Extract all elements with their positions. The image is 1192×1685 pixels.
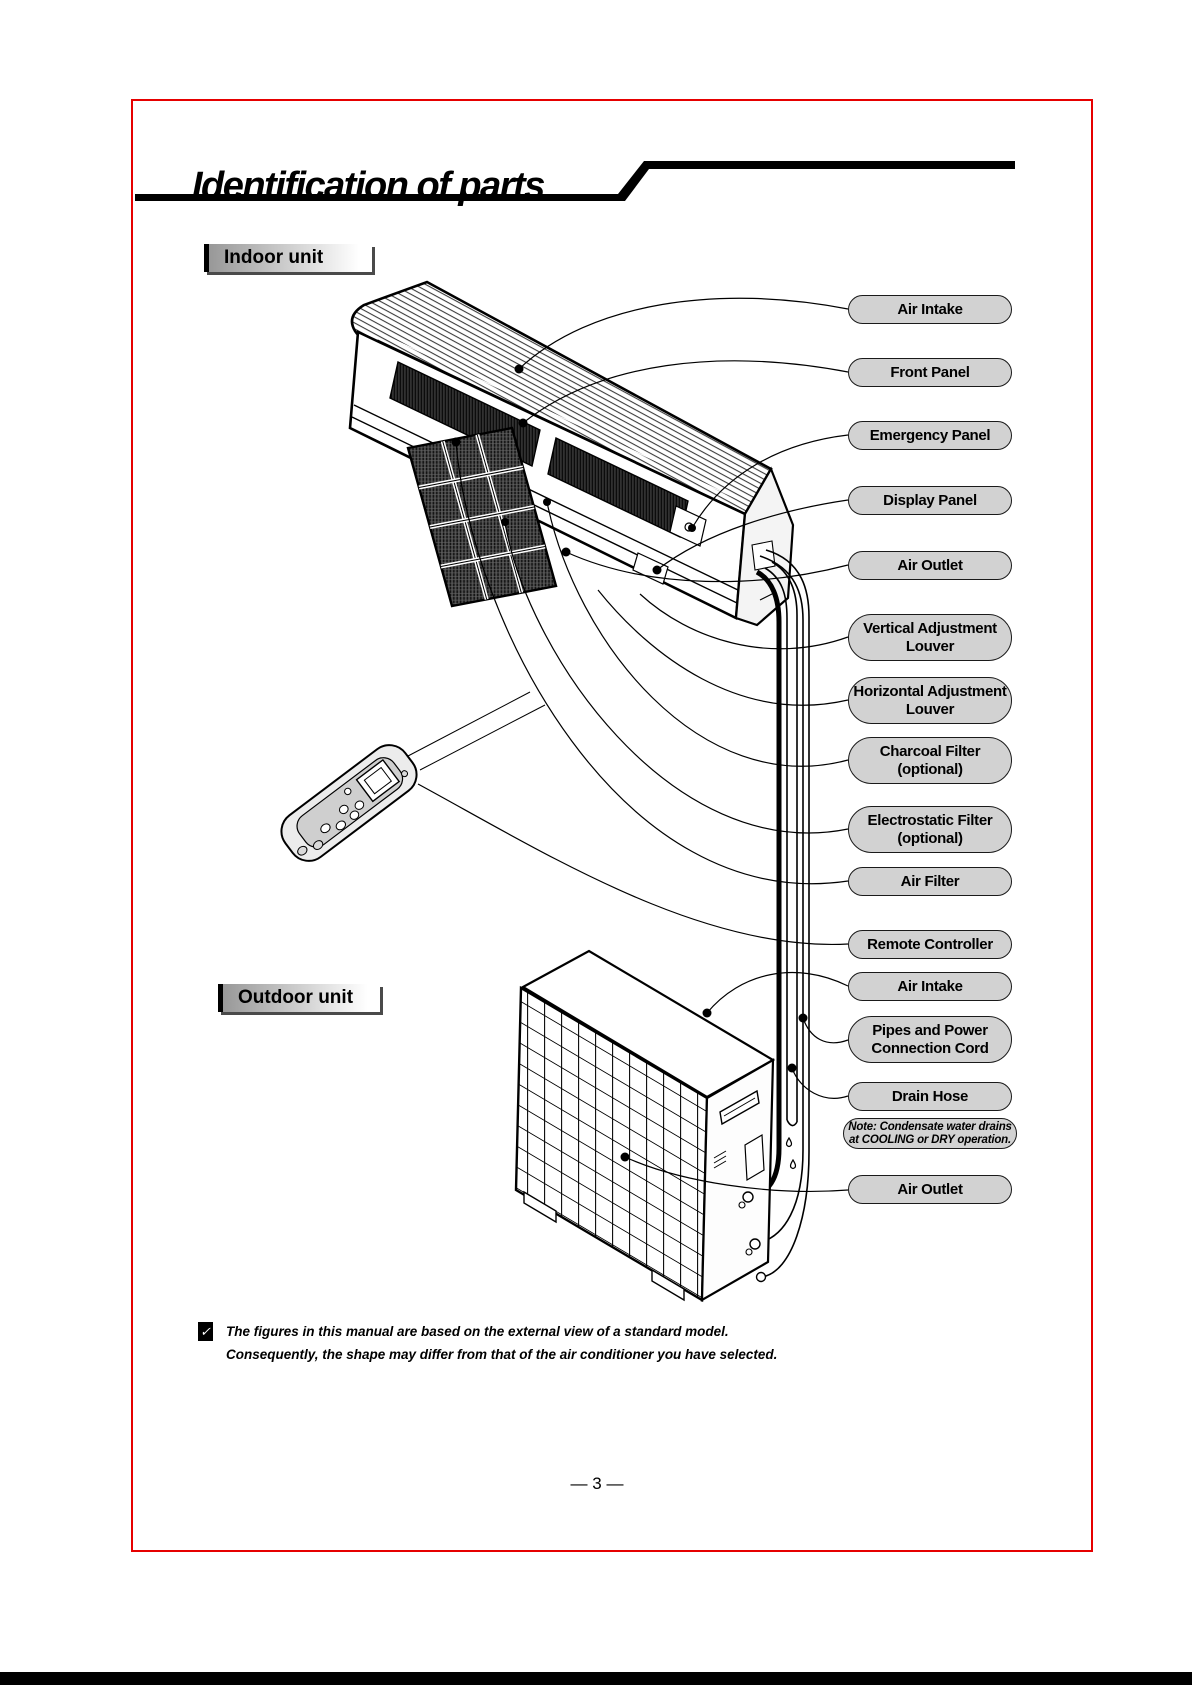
callout-air-outlet-outdoor <box>848 1175 1012 1204</box>
footnote-text <box>226 1320 777 1366</box>
section-header-outdoor <box>218 984 380 1012</box>
footnote-line-1: The figures in this manual are based on the external view of a standard model. <box>226 1324 729 1339</box>
callout-label: at COOLING or DRY operation. <box>848 1133 1012 1146</box>
callout-air-intake-indoor <box>848 295 1012 324</box>
callout-label: Air Outlet <box>897 1180 963 1198</box>
callout-charcoal-filter <box>848 737 1012 784</box>
callout-label: Charcoal Filter <box>879 742 981 760</box>
callout-label: Louver <box>905 637 955 655</box>
callout-air-outlet-indoor <box>848 551 1012 580</box>
page-title: Identification of parts <box>192 165 544 208</box>
callout-horizontal-adjustment-louver <box>848 677 1012 724</box>
callout-display-panel <box>848 486 1012 515</box>
remote-signal-lines <box>408 692 545 770</box>
footnote <box>198 1320 777 1366</box>
callout-label: Emergency Panel <box>869 426 991 444</box>
callout-remote-controller <box>848 930 1012 959</box>
callout-label: Air Intake <box>897 300 963 318</box>
callout-label: Front Panel <box>890 363 970 381</box>
callout-air-intake-outdoor <box>848 972 1012 1001</box>
page-number: — 3 — <box>570 1474 624 1493</box>
callout-pipes-and-power <box>848 1016 1012 1063</box>
callout-label: Drain Hose <box>891 1087 969 1105</box>
callout-label: (optional) <box>897 760 963 778</box>
section-header-outdoor-label: Outdoor unit <box>238 987 354 1008</box>
callout-label: Air Outlet <box>897 556 963 574</box>
callout-label: Vertical Adjustment <box>863 619 997 637</box>
callout-label: Remote Controller <box>867 935 993 953</box>
callout-label: Air Intake <box>897 977 963 995</box>
callout-label: Louver <box>905 700 955 718</box>
callout-vertical-adjustment-louver <box>848 614 1012 661</box>
callout-front-panel <box>848 358 1012 387</box>
footer-bar <box>0 1672 1192 1685</box>
callout-label: Connection Cord <box>871 1039 989 1057</box>
callout-label: Pipes and Power <box>872 1021 988 1039</box>
callout-label: Display Panel <box>883 491 977 509</box>
callout-label: Electrostatic Filter <box>867 811 993 829</box>
callout-label: Note: Condensate water drains <box>848 1120 1012 1133</box>
callout-air-filter <box>848 867 1012 896</box>
callout-label: (optional) <box>897 829 963 847</box>
footnote-line-2: Consequently, the shape may differ from that of the air conditioner you have selected. <box>226 1347 778 1362</box>
callout-emergency-panel <box>848 421 1012 450</box>
callout-electrostatic-filter <box>848 806 1012 853</box>
check-icon: ✓ <box>198 1322 213 1341</box>
remote-controller-art <box>273 737 424 869</box>
callout-label: Horizontal Adjustment <box>853 682 1007 700</box>
section-header-indoor-label: Indoor unit <box>224 247 324 268</box>
outdoor-unit-art <box>516 951 773 1300</box>
section-header-indoor <box>204 244 372 272</box>
callout-condensate-note <box>843 1118 1017 1149</box>
callout-label: Air Filter <box>900 872 960 890</box>
callout-drain-hose <box>848 1082 1012 1111</box>
